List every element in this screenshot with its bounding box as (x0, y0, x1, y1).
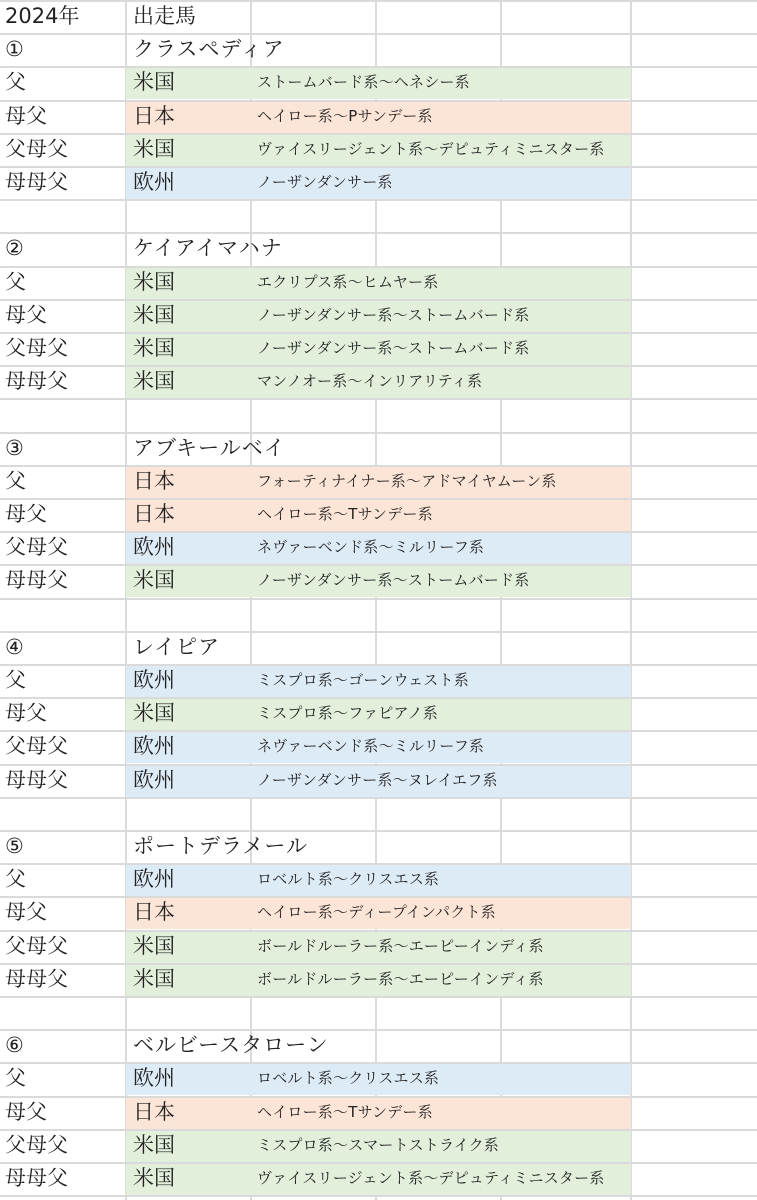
sire-line-cell[interactable]: ロベルト系〜クリスエス系 (257, 1069, 440, 1088)
sire-role-cell[interactable]: 父母父 (5, 933, 68, 958)
header-row (0, 0, 757, 33)
horse-name-cell[interactable]: ケイアイマハナ (133, 236, 283, 261)
sire-role-cell[interactable]: 父 (5, 70, 26, 95)
pedigree-row (0, 730, 757, 763)
sire-role-cell[interactable]: 父 (5, 1066, 26, 1091)
horse-name-cell[interactable]: ポートデラメール (133, 834, 308, 858)
sire-line-cell[interactable]: ネヴァーベンド系〜ミルリーフ系 (257, 737, 485, 756)
pedigree-row (0, 697, 757, 730)
pedigree-row (0, 764, 757, 797)
pedigree-row (0, 930, 757, 963)
grid-row-line (0, 1195, 757, 1197)
country-cell[interactable]: 欧州 (133, 867, 175, 892)
horse-title-row (0, 33, 757, 66)
horse-title-row (0, 232, 757, 265)
country-cell[interactable]: 欧州 (133, 1066, 175, 1091)
pedigree-row (0, 531, 757, 564)
year-cell[interactable]: 2024年 (5, 4, 80, 28)
pedigree-row (0, 896, 757, 929)
sire-role-cell[interactable]: 母父 (5, 1099, 47, 1124)
country-cell[interactable]: 日本 (133, 900, 175, 925)
horse-number-cell[interactable]: ③ (5, 435, 24, 460)
sire-line-cell[interactable]: ヴァイスリージェント系〜デピュティミニスター系 (257, 1169, 605, 1187)
pedigree-row (0, 664, 757, 697)
grid-row-line (0, 996, 757, 998)
sire-line-cell[interactable]: ノーザンダンサー系〜ヌレイエフ系 (257, 770, 498, 789)
sire-role-cell[interactable]: 母父 (5, 900, 47, 925)
pedigree-row (0, 564, 757, 597)
sire-line-cell[interactable]: ミスプロ系〜ゴーンウェスト系 (257, 671, 469, 689)
pedigree-row (0, 365, 757, 398)
sire-role-cell[interactable]: 母父 (5, 302, 47, 327)
sire-line-cell[interactable]: フォーティナイナー系〜アドマイヤムーン系 (257, 471, 557, 490)
sire-line-cell[interactable]: ヘイロー系〜ディープインパクト系 (257, 903, 496, 922)
sire-role-cell[interactable]: 父母父 (5, 1132, 68, 1157)
country-cell[interactable]: 米国 (133, 70, 175, 95)
horse-name-cell[interactable]: レイピア (133, 634, 220, 659)
sire-role-cell[interactable]: 母母父 (5, 369, 68, 394)
sire-role-cell[interactable]: 父 (5, 867, 26, 892)
pedigree-row (0, 863, 757, 896)
pedigree-row (0, 66, 757, 99)
horse-title-row (0, 830, 757, 863)
horse-title-row (0, 1029, 757, 1062)
sire-role-cell[interactable]: 父 (5, 269, 26, 294)
pedigree-row (0, 332, 757, 365)
country-cell[interactable]: 米国 (133, 336, 175, 360)
pedigree-row (0, 963, 757, 996)
sire-role-cell[interactable]: 母母父 (5, 1166, 68, 1190)
country-cell[interactable]: 日本 (133, 103, 175, 128)
sire-line-cell[interactable]: ネヴァーベンド系〜ミルリーフ系 (257, 538, 485, 557)
sire-role-cell[interactable]: 母父 (5, 103, 47, 128)
grid-row-line (0, 398, 757, 400)
country-cell[interactable]: 欧州 (133, 535, 175, 560)
sire-line-cell[interactable]: ヘイロー系〜Tサンデー系 (257, 1102, 433, 1121)
sire-line-cell[interactable]: ミスプロ系〜スマートストライク系 (257, 1135, 500, 1154)
sire-role-cell[interactable]: 母母父 (5, 170, 68, 194)
sire-line-cell[interactable]: ミスプロ系〜ファピアノ系 (257, 704, 438, 723)
horse-name-cell[interactable]: クラスペディア (133, 37, 285, 62)
country-cell[interactable]: 米国 (133, 1132, 175, 1157)
pedigree-row (0, 1162, 757, 1195)
sire-line-cell[interactable]: ノーザンダンサー系〜ストームバード系 (257, 571, 530, 590)
horse-number-cell[interactable]: ② (5, 236, 24, 261)
sire-line-cell[interactable]: ヘイロー系〜Pサンデー系 (257, 106, 433, 125)
sire-line-cell[interactable]: エクリプス系〜ヒムヤー系 (257, 272, 439, 291)
sire-role-cell[interactable]: 父 (5, 668, 26, 692)
sire-role-cell[interactable]: 母母父 (5, 966, 68, 991)
country-cell[interactable]: 日本 (133, 468, 175, 493)
title-cell[interactable]: 出走馬 (133, 4, 196, 28)
country-cell[interactable]: 米国 (133, 369, 175, 394)
horse-title-row (0, 432, 757, 465)
sire-line-cell[interactable]: ストームバード系〜ヘネシー系 (257, 73, 470, 92)
country-cell[interactable]: 日本 (133, 1099, 175, 1124)
country-cell[interactable]: 米国 (133, 966, 175, 991)
country-cell[interactable]: 欧州 (133, 734, 175, 759)
country-cell[interactable]: 米国 (133, 701, 175, 726)
sire-line-cell[interactable]: ボールドルーラー系〜エーピーインディ系 (257, 969, 544, 988)
pedigree-row (0, 498, 757, 531)
country-cell[interactable]: 欧州 (133, 170, 175, 194)
sire-role-cell[interactable]: 母母父 (5, 568, 68, 593)
sire-role-cell[interactable]: 父母父 (5, 336, 68, 360)
sire-role-cell[interactable]: 母父 (5, 701, 47, 726)
sire-line-cell[interactable]: ノーザンダンサー系〜ストームバード系 (257, 339, 530, 357)
country-cell[interactable]: 米国 (133, 136, 175, 161)
sire-line-cell[interactable]: ヘイロー系〜Tサンデー系 (257, 505, 433, 523)
country-cell[interactable]: 米国 (133, 568, 175, 593)
pedigree-row (0, 266, 757, 299)
horse-number-cell[interactable]: ⑥ (5, 1033, 24, 1058)
country-cell[interactable]: 米国 (133, 302, 175, 327)
horse-number-cell[interactable]: ⑤ (5, 834, 24, 858)
country-cell[interactable]: 米国 (133, 933, 175, 958)
pedigree-row (0, 166, 757, 199)
horse-name-cell[interactable]: ベルビースタローン (133, 1033, 329, 1058)
sire-role-cell[interactable]: 父母父 (5, 734, 68, 759)
pedigree-row (0, 133, 757, 166)
sire-role-cell[interactable]: 母父 (5, 502, 47, 526)
pedigree-row (0, 1096, 757, 1129)
sire-role-cell[interactable]: 父母父 (5, 136, 68, 161)
pedigree-row (0, 299, 757, 332)
sire-line-cell[interactable]: マンノオー系〜インリアリティ系 (257, 372, 483, 391)
sire-line-cell[interactable]: ロベルト系〜クリスエス系 (257, 870, 440, 889)
horse-name-cell[interactable]: アブキールベイ (133, 435, 286, 460)
sire-line-cell[interactable]: ボールドルーラー系〜エーピーインディ系 (257, 936, 544, 955)
grid-row-line (0, 797, 757, 799)
sire-line-cell[interactable]: ヴァイスリージェント系〜デピュティミニスター系 (257, 139, 605, 158)
country-cell[interactable]: 欧州 (133, 767, 175, 792)
pedigree-row (0, 1062, 757, 1095)
grid-row-line (0, 598, 757, 600)
sire-line-cell[interactable]: ノーザンダンサー系 (257, 173, 393, 191)
country-cell[interactable]: 日本 (133, 502, 175, 526)
grid-row-line (0, 199, 757, 201)
sire-role-cell[interactable]: 母母父 (5, 767, 68, 792)
pedigree-row (0, 1129, 757, 1162)
country-cell[interactable]: 欧州 (133, 668, 175, 692)
horse-number-cell[interactable]: ④ (5, 634, 24, 659)
horse-number-cell[interactable]: ① (5, 37, 24, 62)
horse-title-row (0, 631, 757, 664)
country-cell[interactable]: 米国 (133, 269, 175, 294)
pedigree-row (0, 465, 757, 498)
country-cell[interactable]: 米国 (133, 1166, 175, 1190)
sire-role-cell[interactable]: 父 (5, 468, 26, 493)
pedigree-row (0, 100, 757, 133)
sire-line-cell[interactable]: ノーザンダンサー系〜ストームバード系 (257, 305, 530, 324)
sire-role-cell[interactable]: 父母父 (5, 535, 68, 560)
